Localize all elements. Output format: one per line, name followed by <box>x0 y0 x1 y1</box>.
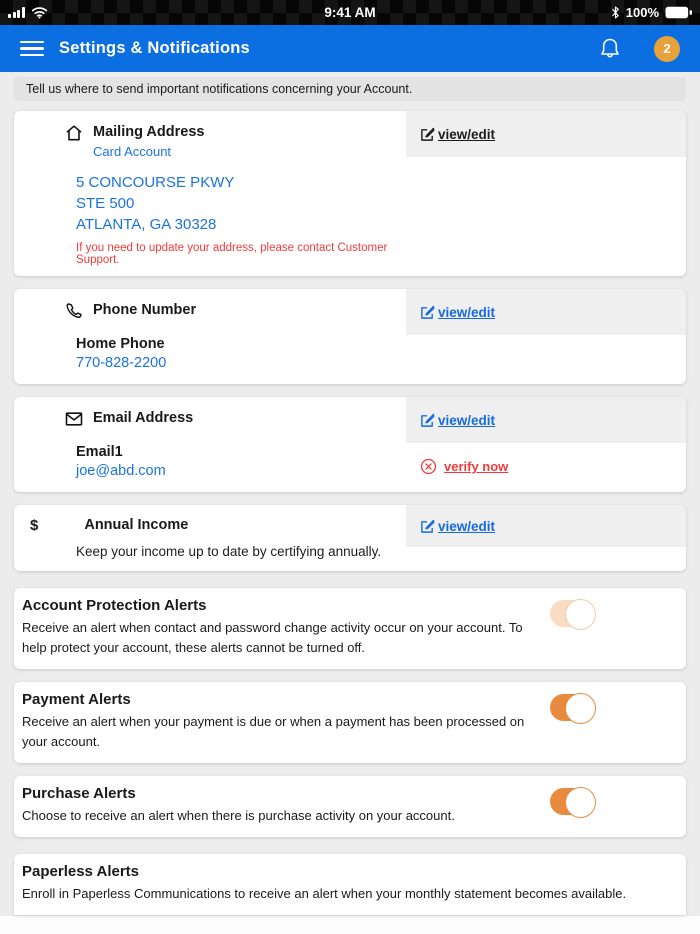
phone-type-label: Home Phone <box>76 336 165 352</box>
payment-alerts-card <box>14 682 686 763</box>
account-protection-toggle <box>550 600 594 627</box>
envelope-icon <box>64 409 84 429</box>
notifications-bell-icon[interactable] <box>598 36 622 62</box>
email-value: joe@abd.com <box>76 463 166 479</box>
alert-description: Receive an alert when contact and password change activity occur on your account. To help protect your account, these alerts cannot be turned off. <box>22 620 523 655</box>
card-account-label: Card Account <box>93 144 172 159</box>
app-header <box>0 25 700 72</box>
alert-title: Payment Alerts <box>22 691 131 708</box>
annual-income-title: Annual Income <box>84 517 189 533</box>
error-circle-x-icon <box>420 458 437 475</box>
phone-view-edit-link[interactable]: view/edit <box>420 305 495 320</box>
email-address-title: Email Address <box>93 410 194 426</box>
address-line-2: STE 500 <box>76 195 135 212</box>
settings-content <box>0 72 700 916</box>
notification-count-badge[interactable]: 2 <box>654 36 680 62</box>
clock: 9:41 AM <box>324 5 376 20</box>
income-view-edit-link[interactable]: view/edit <box>420 519 495 534</box>
verify-email-link[interactable]: verify now <box>406 458 686 475</box>
alert-title: Account Protection Alerts <box>22 597 207 614</box>
menu-icon[interactable] <box>20 37 44 61</box>
edit-icon <box>420 413 435 428</box>
address-line-1: 5 CONCOURSE PKWY <box>76 174 235 191</box>
email-address-card <box>14 397 686 492</box>
edit-icon <box>420 519 435 534</box>
annual-income-card <box>14 505 686 571</box>
phone-number-title: Phone Number <box>93 302 197 318</box>
alert-description: Choose to receive an alert when there is purchase activity on your account. <box>22 808 455 823</box>
income-certify-note: Keep your income up to date by certifying annually. <box>76 544 382 559</box>
purchase-alerts-toggle[interactable] <box>550 788 594 815</box>
edit-icon <box>420 127 435 142</box>
email-slot-label: Email1 <box>76 444 123 460</box>
page-title: Settings & Notifications <box>59 39 250 57</box>
alert-description: Enroll in Paperless Communications to receive an alert when your monthly statement becomes available. <box>22 886 627 901</box>
alert-title: Purchase Alerts <box>22 785 136 802</box>
address-update-note: If you need to update your address, please contact Customer Support. <box>76 242 388 266</box>
alert-description: Receive an alert when your payment is due or when a payment has been processed on your account. <box>22 714 525 749</box>
paperless-alerts-card <box>14 854 686 915</box>
mailing-address-value <box>76 172 406 235</box>
mailing-address-view-edit-link[interactable]: view/edit <box>420 127 495 142</box>
home-icon <box>64 123 84 143</box>
alert-title: Paperless Alerts <box>22 863 140 880</box>
battery-percent: 100% <box>625 5 659 20</box>
intro-message: Tell us where to send important notifications concerning your Account. <box>14 77 686 101</box>
phone-number-card <box>14 289 686 384</box>
edit-icon <box>420 305 435 320</box>
phone-icon <box>64 301 84 321</box>
dollar-icon: $ <box>30 517 39 534</box>
phone-number-value: 770-828-2200 <box>76 355 167 371</box>
account-protection-alerts-card <box>14 588 686 669</box>
email-view-edit-link[interactable]: view/edit <box>420 413 495 428</box>
purchase-alerts-card <box>14 776 686 837</box>
address-line-3: ATLANTA, GA 30328 <box>76 216 217 233</box>
payment-alerts-toggle[interactable] <box>550 694 594 721</box>
mailing-address-card <box>14 111 686 276</box>
status-bar <box>0 0 700 25</box>
mailing-address-title: Mailing Address <box>93 124 205 140</box>
